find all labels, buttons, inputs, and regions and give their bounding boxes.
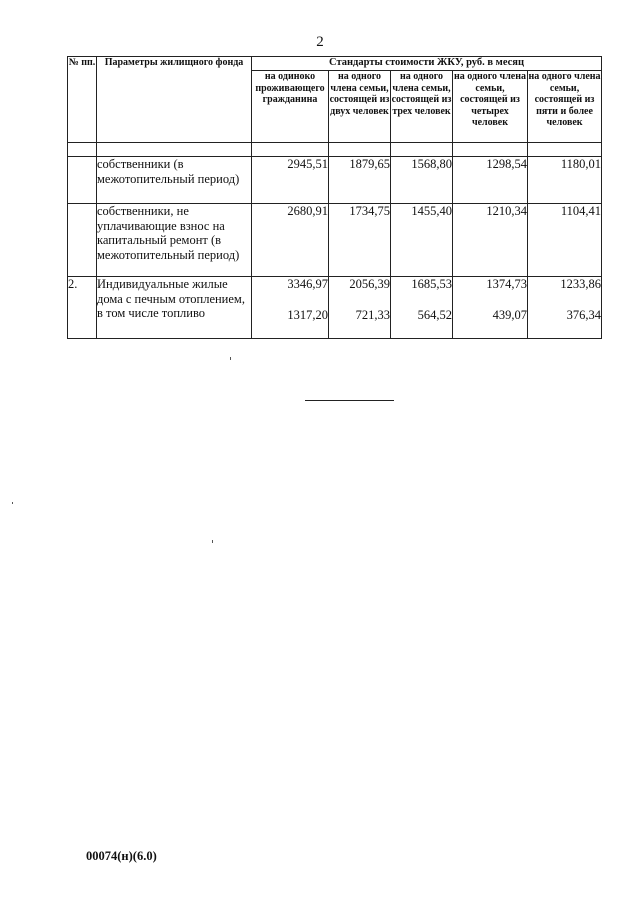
- page-number: 2: [316, 34, 324, 50]
- header-parameters: Параметры жилищного фонда: [97, 57, 252, 143]
- value-fuel: 376,34: [566, 307, 602, 322]
- value-total: 1374,73: [486, 277, 527, 291]
- row-number: [68, 157, 97, 204]
- value-fuel: 1317,20: [287, 307, 328, 322]
- header-number: № пп.: [68, 57, 97, 143]
- value-cell: 1879,65: [329, 157, 391, 204]
- table-row: [68, 277, 602, 339]
- value-total: 1233,86: [560, 277, 602, 291]
- value-cell: 1180,01: [528, 157, 602, 204]
- value-cell: 2945,51: [252, 157, 329, 204]
- end-separator-line: [305, 400, 394, 401]
- header-row-top: [68, 57, 602, 71]
- row-number: 2.: [68, 277, 97, 339]
- value-cell: [391, 277, 453, 339]
- cost-standards-table: [67, 56, 602, 339]
- value-fuel: 721,33: [355, 307, 390, 322]
- value-fuel: 564,52: [417, 307, 452, 322]
- value-fuel: 439,07: [492, 307, 527, 322]
- value-cell: 1298,54: [453, 157, 528, 204]
- table-row: [68, 157, 602, 204]
- scan-speck: [212, 540, 213, 543]
- value-cell: 1734,75: [329, 204, 391, 277]
- header-cost-standards: Стандарты стоимости ЖКУ, руб. в месяц: [252, 57, 602, 71]
- header-col-five: на одного члена семьи, состоящей из пяти и более человек: [528, 71, 602, 143]
- value-cell: 2680,91: [252, 204, 329, 277]
- header-col-four: на одного члена семьи, состоящей из четырех человек: [453, 71, 528, 143]
- row-parameter: [97, 277, 252, 339]
- row-parameter: собственники, не уплачивающие взнос на капитальный ремонт (в межотопительный период): [97, 204, 252, 277]
- value-cell: 1104,41: [528, 204, 602, 277]
- spacer-row: [68, 143, 602, 157]
- table-row: [68, 204, 602, 277]
- document-code: 00074(н)(6.0): [86, 849, 157, 863]
- value-cell: [453, 277, 528, 339]
- value-total: 3346,97: [287, 277, 328, 291]
- value-total: 1685,53: [411, 277, 452, 291]
- header-col-two: на одного члена семьи, состоящей из двух человек: [329, 71, 391, 143]
- value-cell: [329, 277, 391, 339]
- scan-speck: [12, 502, 13, 504]
- header-col-three: на одного члена семьи, состоящей из трех человек: [391, 71, 453, 143]
- value-cell: 1455,40: [391, 204, 453, 277]
- row-number: [68, 204, 97, 277]
- value-cell: 1568,80: [391, 157, 453, 204]
- row-parameter-fuel: в том числе топливо: [97, 306, 206, 320]
- row-parameter-main: Индивидуальные жилые дома с печным отоплением,: [97, 277, 245, 306]
- scan-speck: [230, 357, 231, 360]
- row-parameter: собственники (в межотопительный период): [97, 157, 252, 204]
- value-cell: 1210,34: [453, 204, 528, 277]
- value-total: 2056,39: [349, 277, 390, 291]
- value-cell: [528, 277, 602, 339]
- header-col-single: на одиноко проживающего гражданина: [252, 71, 329, 143]
- value-cell: [252, 277, 329, 339]
